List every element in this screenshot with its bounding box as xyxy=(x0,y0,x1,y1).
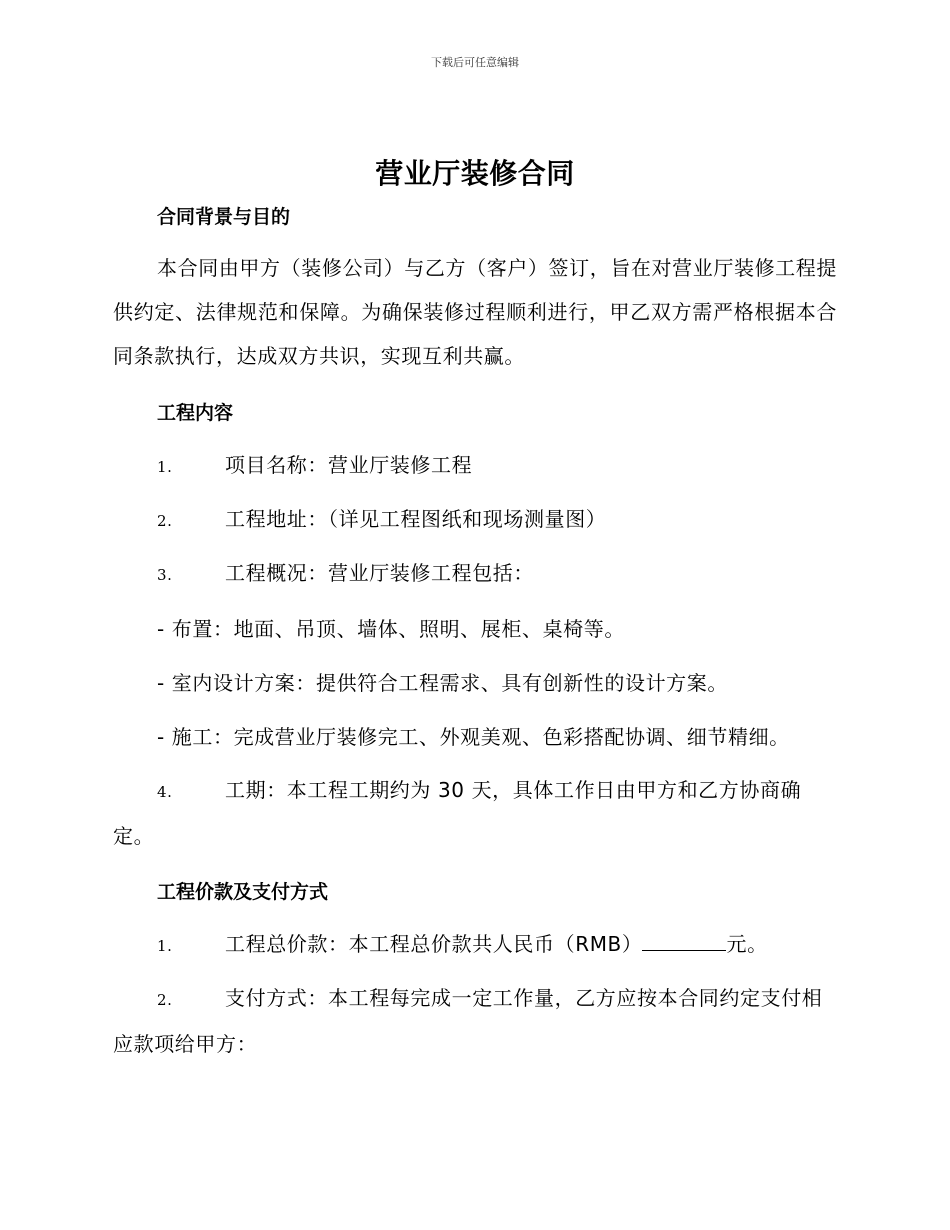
list-text: 项目名称：营业厅装修工程 xyxy=(225,453,473,477)
section-heading-payment: 工程价款及支付方式 xyxy=(157,881,329,903)
content-item-2 xyxy=(113,497,837,543)
background-paragraph: 本合同由甲方（装修公司）与乙方（客户）签订，旨在对营业厅装修工程提供约定、法律规范和保障。为确保装修过程顺利进行，甲乙双方需严格根据本合同条款执行，达成双方共识，实现互利共赢。 xyxy=(113,256,837,368)
content-dash-3: - 施工：完成营业厅装修完工、外观美观、色彩搭配协调、细节精细。 xyxy=(157,725,790,749)
content-item-4 xyxy=(113,768,837,858)
list-number: 3. xyxy=(157,566,173,584)
list-number: 1. xyxy=(157,937,173,955)
content-dash-2: - 室内设计方案：提供符合工程需求、具有创新性的设计方案。 xyxy=(157,671,728,695)
content-item-1 xyxy=(113,443,837,489)
payment-item-2 xyxy=(113,976,837,1066)
content-item-3 xyxy=(113,551,837,597)
list-text: 支付方式：本工程每完成一定工作量，乙方应按本合同约定支付相应款项给甲方： xyxy=(113,986,823,1056)
section-heading-background: 合同背景与目的 xyxy=(157,206,291,228)
content-dash-1: - 布置：地面、吊顶、墙体、照明、展柜、桌椅等。 xyxy=(157,617,625,641)
list-number: 1. xyxy=(157,458,173,476)
header-note: 下载后可任意编辑 xyxy=(431,56,519,69)
payment-item-1 xyxy=(113,922,837,968)
section-heading-content: 工程内容 xyxy=(157,402,234,424)
list-number: 4. xyxy=(157,783,173,801)
amount-blank xyxy=(642,932,726,951)
document-title: 营业厅装修合同 xyxy=(375,157,575,190)
list-text-suffix: 元。 xyxy=(726,932,768,956)
list-text: 工期：本工程工期约为 30 天，具体工作日由甲方和乙方协商确定。 xyxy=(113,778,802,848)
list-number: 2. xyxy=(157,991,173,1009)
list-text: 工程地址：（详见工程图纸和现场测量图） xyxy=(225,507,607,531)
list-number: 2. xyxy=(157,512,173,530)
list-text: 工程概况：营业厅装修工程包括： xyxy=(225,561,534,585)
list-text: 工程总价款：本工程总价款共人民币（RMB） xyxy=(225,932,643,956)
